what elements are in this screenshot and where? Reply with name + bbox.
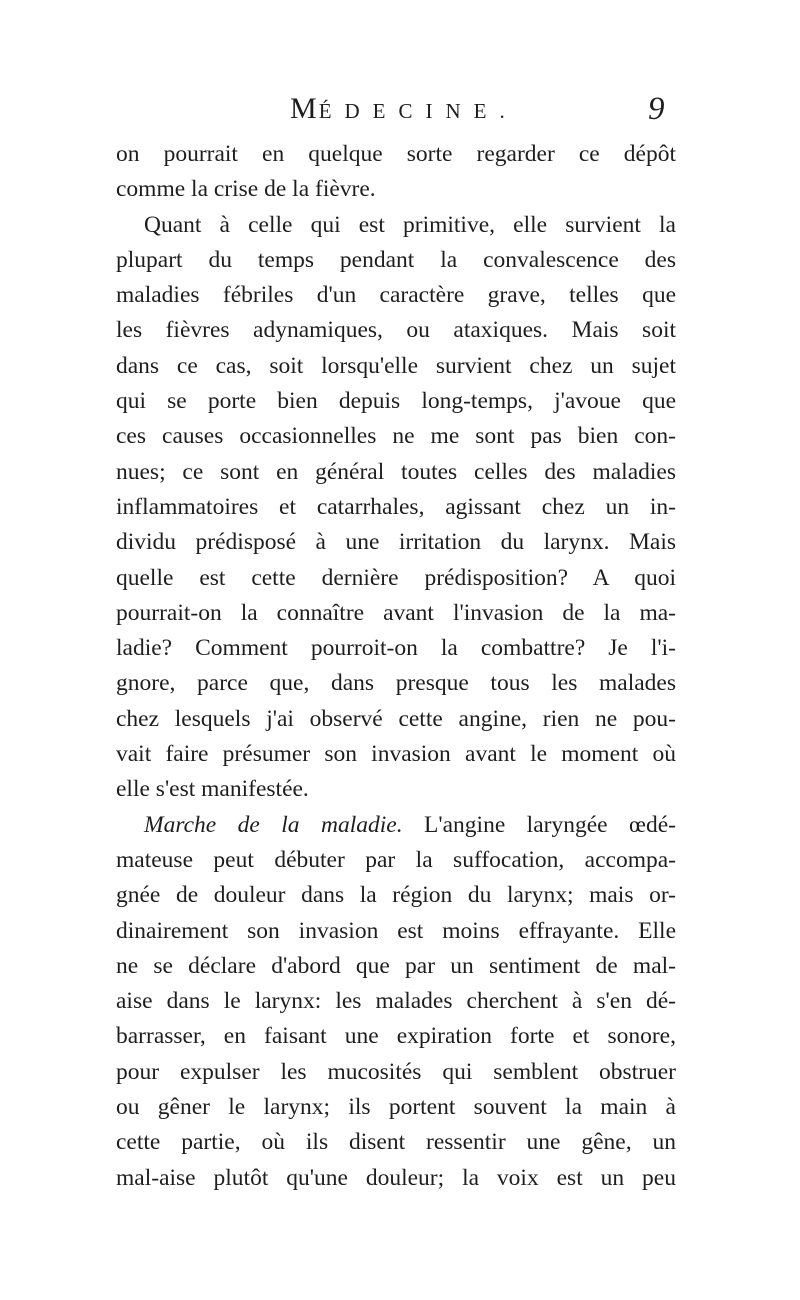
text-line: ou gêner le larynx; ils portent souvent la main à	[116, 1094, 676, 1121]
body-text	[116, 137, 676, 1196]
text-line: gnore, parce que, dans presque tous les malades	[116, 670, 676, 697]
text-line: pourrait-on la connaître avant l'invasion de la ma-	[116, 599, 676, 626]
text-line: les fièvres adynamiques, ou ataxiques. Mais soit	[116, 317, 676, 344]
page-number: 9	[648, 91, 665, 127]
text-line: quelle est cette dernière prédisposition? A quoi	[116, 564, 676, 591]
text-line: mateuse peut débuter par la suffocation, accompa-	[116, 846, 676, 873]
text-line: mal-aise plutôt qu'une douleur; la voix est un peu	[116, 1164, 676, 1191]
text-line: chez lesquels j'ai observé cette angine, rien ne pou-	[116, 705, 676, 732]
running-head-rest: ÉDECINE.	[318, 99, 518, 123]
text-line: nues; ce sont en général toutes celles des maladies	[116, 458, 676, 485]
text-line: comme la crise de la fièvre.	[116, 176, 376, 203]
text-line: pour expulser les mucosités qui semblent obstruer	[116, 1058, 676, 1085]
section-first-line	[116, 808, 676, 843]
text-line: gnée de douleur dans la région du larynx; mais or-	[116, 882, 676, 909]
running-head-initial: M	[290, 92, 319, 125]
section-first-line-rest: L'angine laryngée œdé-	[424, 811, 676, 838]
text-line: plupart du temps pendant la convalescence des	[116, 246, 676, 273]
text-line: aise dans le larynx: les malades cherchent à s'en dé-	[116, 988, 676, 1015]
text-line: Quant à celle qui est primitive, elle survient la	[144, 211, 676, 238]
section-heading: Marche de la maladie.	[144, 811, 403, 838]
text-line: dinairement son invasion est moins effrayante. Elle	[116, 917, 676, 944]
text-line: on pourrait en quelque sorte regarder ce dépôt	[116, 141, 676, 167]
text-line: ladie? Comment pourroit-on la combattre? Je l'i-	[116, 635, 676, 662]
text-line: elle s'est manifestée.	[116, 776, 309, 803]
text-line: maladies fébriles d'un caractère grave, telles que	[116, 282, 676, 309]
text-line: dividu prédisposé à une irritation du larynx. Mais	[116, 529, 676, 556]
running-head	[290, 94, 518, 124]
text-line: cette partie, où ils disent ressentir une gêne, un	[116, 1129, 676, 1156]
text-line: ces causes occasionnelles ne me sont pas bien con-	[116, 423, 676, 450]
text-line: qui se porte bien depuis long-temps, j'avoue que	[116, 388, 676, 415]
text-line: vait faire présumer son invasion avant le moment où	[116, 741, 676, 768]
text-line: inflammatoires et catarrhales, agissant chez un in-	[116, 493, 676, 520]
text-line: ne se déclare d'abord que par un sentiment de mal-	[116, 952, 676, 979]
text-line: dans ce cas, soit lorsqu'elle survient chez un sujet	[116, 352, 676, 379]
text-line: barrasser, en faisant une expiration forte et sonore,	[116, 1023, 676, 1050]
